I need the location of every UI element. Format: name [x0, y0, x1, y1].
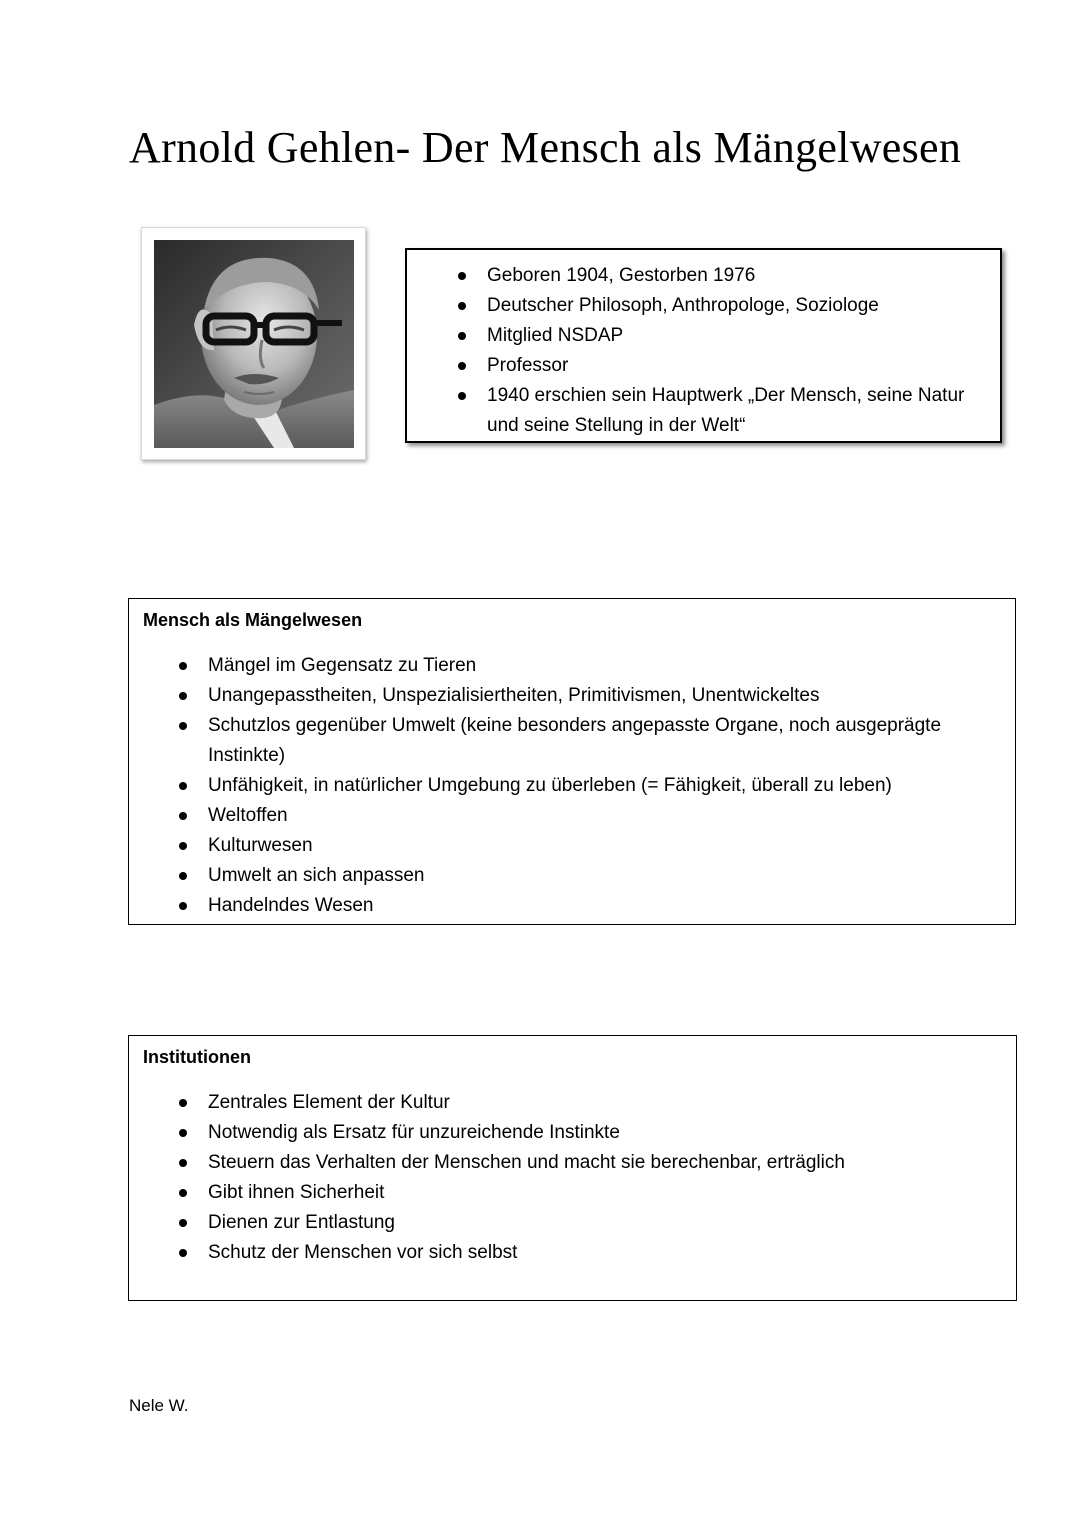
biography-item: Geboren 1904, Gestorben 1976	[487, 261, 992, 291]
list-item: Kulturwesen	[208, 831, 998, 861]
portrait-photo-frame	[141, 227, 366, 460]
biography-item: Professor	[487, 351, 992, 381]
maengelwesen-heading: Mensch als Mängelwesen	[143, 610, 363, 630]
maengelwesen-box	[128, 598, 1016, 925]
list-item: Gibt ihnen Sicherheit	[208, 1178, 998, 1208]
author-name: Nele W.	[129, 1396, 189, 1415]
page-title: Arnold Gehlen- Der Mensch als Mängelwesen	[129, 123, 962, 172]
biography-item: Deutscher Philosoph, Anthropologe, Soziologe	[487, 291, 992, 321]
portrait-photo	[154, 240, 354, 448]
institutionen-box	[128, 1035, 1017, 1301]
list-item: Dienen zur Entlastung	[208, 1208, 998, 1238]
biography-item: 1940 erschien sein Hauptwerk „Der Mensch, seine Natur und seine Stellung in der Welt“	[487, 381, 992, 441]
biography-list	[487, 261, 992, 441]
institutionen-heading: Institutionen	[143, 1047, 251, 1067]
list-item: Notwendig als Ersatz für unzureichende Instinkte	[208, 1118, 998, 1148]
biography-box	[405, 248, 1002, 443]
maengelwesen-list	[208, 651, 998, 921]
list-item: Unangepasstheiten, Unspezialisiertheiten, Primitivismen, Unentwickeltes	[208, 681, 998, 711]
list-item: Zentrales Element der Kultur	[208, 1088, 998, 1118]
list-item: Handelndes Wesen	[208, 891, 998, 921]
list-item: Schutz der Menschen vor sich selbst	[208, 1238, 998, 1268]
list-item: Steuern das Verhalten der Menschen und macht sie berechenbar, erträglich	[208, 1148, 998, 1178]
institutionen-list	[208, 1088, 998, 1268]
list-item: Weltoffen	[208, 801, 998, 831]
biography-item: Mitglied NSDAP	[487, 321, 992, 351]
list-item: Unfähigkeit, in natürlicher Umgebung zu überleben (= Fähigkeit, überall zu leben)	[208, 771, 998, 801]
list-item: Mängel im Gegensatz zu Tieren	[208, 651, 998, 681]
list-item: Umwelt an sich anpassen	[208, 861, 998, 891]
list-item: Schutzlos gegenüber Umwelt (keine besonders angepasste Organe, noch ausgeprägte Instinkte)	[208, 711, 998, 771]
